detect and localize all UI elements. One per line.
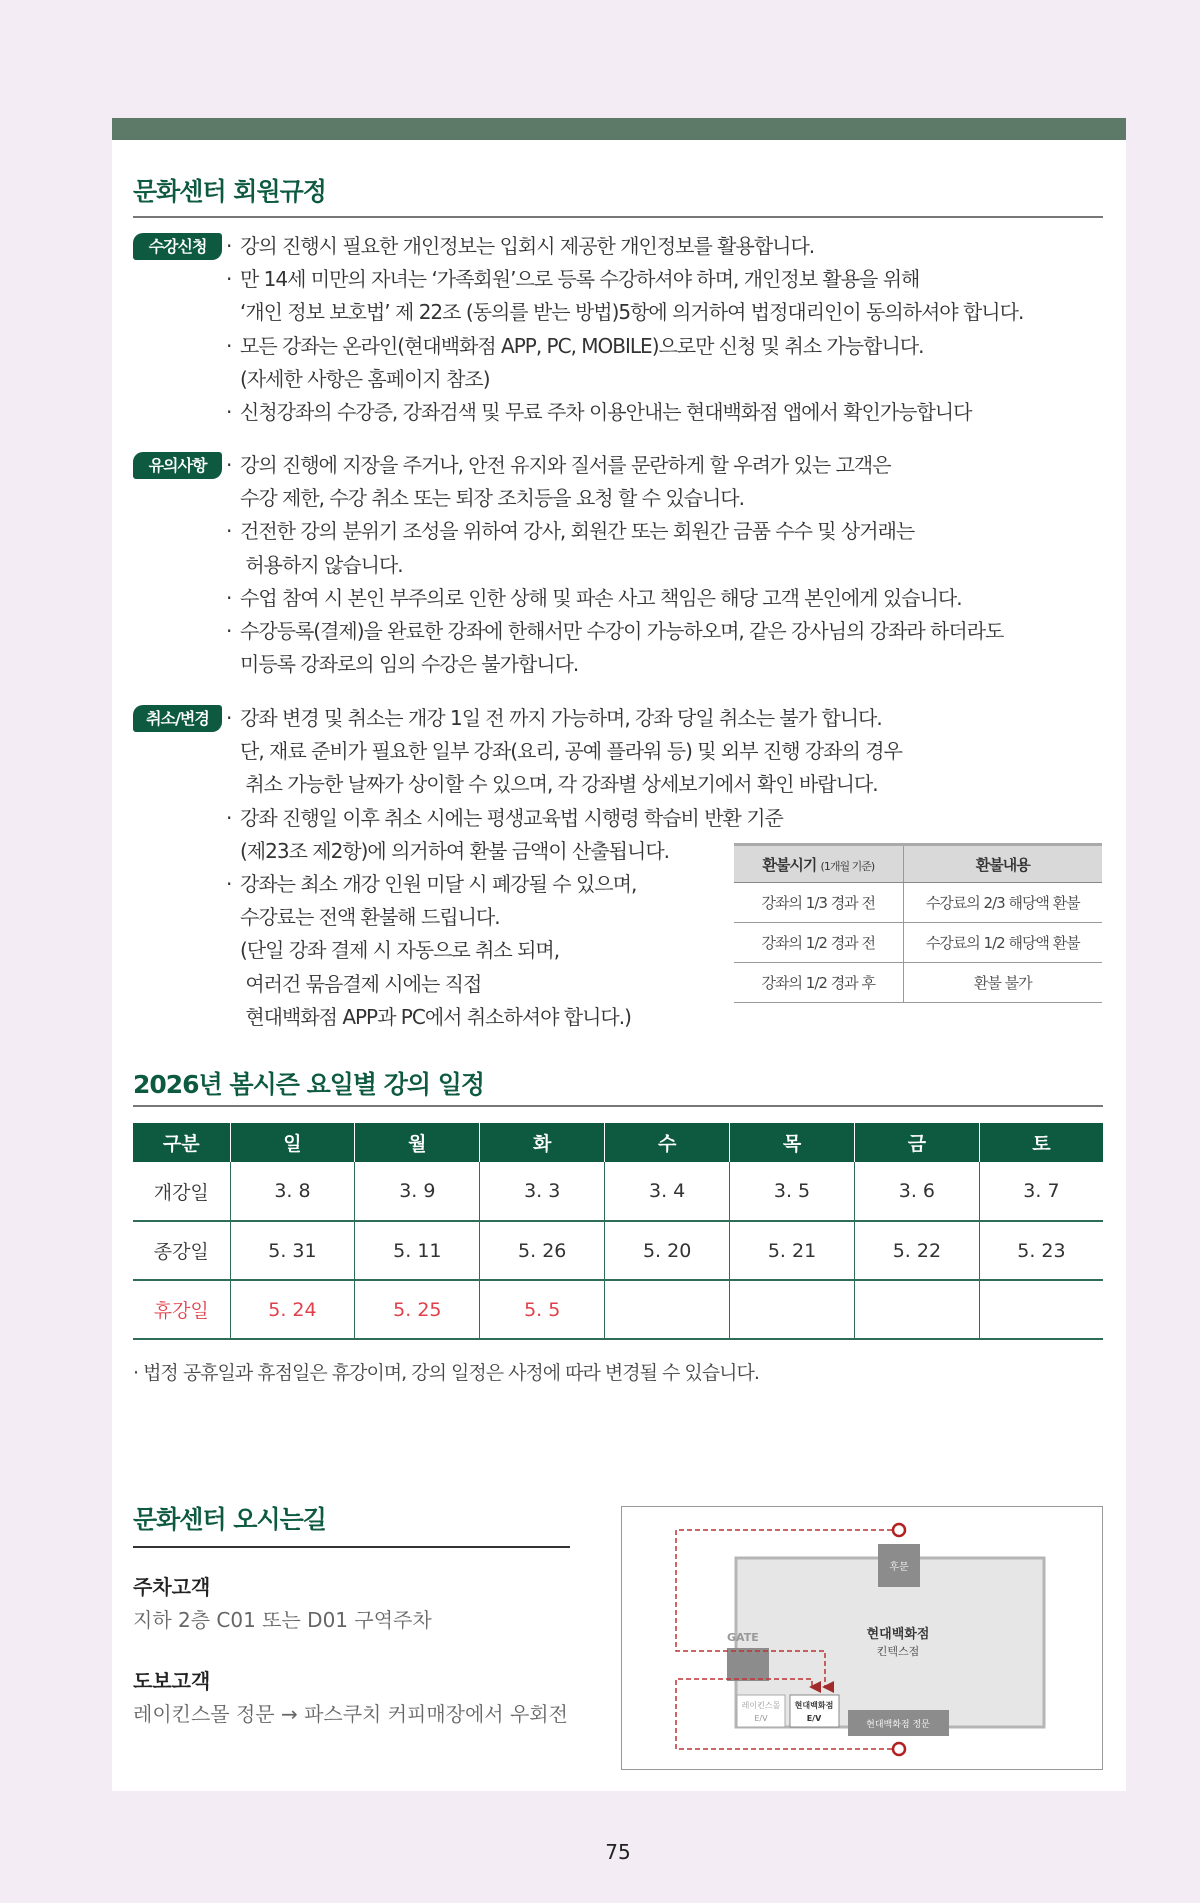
rule-line <box>226 702 1106 735</box>
rule-text: 강의 진행시 필요한 개인정보는 입회시 제공한 개인정보를 활용합니다. <box>240 234 815 258</box>
rule-section <box>226 449 1106 681</box>
rule-text: 여러건 묶음결제 시에는 직접 <box>240 971 482 996</box>
bullet: · <box>226 871 232 896</box>
table-row <box>734 883 1102 923</box>
schedule-cell: 3. 8 <box>230 1162 355 1221</box>
parking-text: 지하 2층 C01 또는 D01 구역주차 <box>133 1608 432 1632</box>
store-name: 현대백화점 <box>866 1627 930 1642</box>
rule-text: 신청강좌의 수강증, 강좌검색 및 무료 주차 이용안내는 현대백화점 앱에서 확인가능합니다 <box>240 399 972 424</box>
header-bar <box>112 118 1126 140</box>
schedule-cell: 5. 23 <box>979 1221 1103 1280</box>
table-row <box>133 1280 1103 1339</box>
rule-text: 수업 참여 시 본인 부주의로 인한 상해 및 파손 사고 책임은 해당 고객 본인에게 있습니다. <box>240 585 962 610</box>
rule-text: 수강 제한, 수강 취소 또는 퇴장 조치등을 요청 할 수 있습니다. <box>240 486 744 511</box>
schedule-note: · 법정 공휴일과 휴점일은 휴강이며, 강의 일정은 사정에 따라 변경될 수 있습니다. <box>133 1362 759 1384</box>
schedule-divider <box>133 1105 1103 1107</box>
rule-text: (단일 강좌 결제 시 자동으로 취소 되며, <box>240 938 560 963</box>
bullet: · <box>226 267 232 292</box>
rule-line <box>226 396 1106 429</box>
refund-cell: 강좌의 1/3 경과 전 <box>734 883 903 923</box>
bullet: · <box>226 618 232 643</box>
rule-text: 강좌는 최소 개강 인원 미달 시 폐강될 수 있으며, <box>240 871 637 896</box>
hd-ev-label-2: E/V <box>806 1714 822 1723</box>
hd-ev-label: 현대백화점 <box>794 1701 834 1710</box>
rules-title: 문화센터 회원규정 <box>133 177 326 206</box>
schedule-cell: 5. 26 <box>480 1221 605 1280</box>
rule-line <box>226 735 1106 768</box>
bullet: · <box>226 399 232 424</box>
bullet: · <box>226 519 232 544</box>
schedule-cell: 3. 7 <box>979 1162 1103 1221</box>
rule-line <box>226 582 1106 615</box>
schedule-cell: 5. 21 <box>730 1221 855 1280</box>
rule-line <box>226 296 1106 329</box>
schedule-cell: 3. 3 <box>480 1162 605 1221</box>
refund-cell: 수강료의 2/3 해당액 환불 <box>903 883 1102 923</box>
schedule-cell: 3. 9 <box>355 1162 480 1221</box>
schedule-header-cell: 목 <box>730 1123 855 1162</box>
rule-line <box>226 230 1106 263</box>
schedule-cell: 5. 25 <box>355 1280 480 1339</box>
rule-text: 수강등록(결제)을 완료한 강좌에 한해서만 수강이 가능하오며, 같은 강사님의 강좌라 하더라도 <box>240 618 1004 643</box>
gate-box <box>727 1648 769 1681</box>
rule-text: 건전한 강의 분위기 조성을 위하여 강사, 회원간 또는 회원간 금품 수수 및 상거래는 <box>240 519 915 544</box>
schedule-cell: 3. 6 <box>854 1162 979 1221</box>
location-map <box>621 1506 1103 1770</box>
rule-text: 만 14세 미만의 자녀는 ‘가족회원’으로 등록 수강하셔야 하며, 개인정보 활용을 위해 <box>240 267 920 292</box>
refund-cell: 강좌의 1/2 경과 전 <box>734 923 903 963</box>
rule-text: 강좌 변경 및 취소는 개강 1일 전 까지 가능하며, 강좌 당일 취소는 불가 합니다. <box>240 706 882 730</box>
rule-section <box>226 230 1106 429</box>
rule-line <box>226 768 1106 801</box>
bullet: · <box>226 453 232 477</box>
rule-line <box>226 363 1106 396</box>
rule-text: ‘개인 정보 보호법’ 제 22조 (동의를 받는 방법)5항에 의거하여 법정대리인이 동의하셔야 합니다. <box>240 300 1024 325</box>
main-gate-label: 현대백화점 정문 <box>866 1720 930 1730</box>
section-badge: 취소/변경 <box>133 705 222 732</box>
refund-table <box>734 843 1102 1003</box>
gate-label: GATE <box>727 1631 759 1644</box>
schedule-cell: 개강일 <box>133 1162 230 1221</box>
schedule-cell: 5. 22 <box>854 1221 979 1280</box>
table-row <box>734 963 1102 1003</box>
bullet: · <box>226 805 232 830</box>
refund-cell: 강좌의 1/2 경과 후 <box>734 963 903 1003</box>
refund-header-content: 환불내용 <box>903 845 1102 883</box>
schedule-header-cell: 일 <box>230 1123 355 1162</box>
rule-line <box>226 1001 1106 1034</box>
schedule-cell: 3. 5 <box>730 1162 855 1221</box>
schedule-cell: 종강일 <box>133 1221 230 1280</box>
directions-title: 문화센터 오시는길 <box>133 1505 326 1534</box>
bullet: · <box>226 585 232 610</box>
schedule-cell: 5. 20 <box>605 1221 730 1280</box>
refund-cell: 수강료의 1/2 해당액 환불 <box>903 923 1102 963</box>
rule-line <box>226 648 1106 681</box>
rule-text: 수강료는 전액 환불해 드립니다. <box>240 905 500 930</box>
start-marker-front <box>893 1743 905 1755</box>
rule-text: 단, 재료 준비가 필요한 일부 강좌(요리, 공예 플라워 등) 및 외부 진행 강좌의 경우 <box>240 739 902 764</box>
rule-line <box>226 482 1106 515</box>
section-badge: 유의사항 <box>133 452 222 479</box>
rule-text: 강좌 진행일 이후 취소 시에는 평생교육법 시행령 학습비 반환 기준 <box>240 805 783 830</box>
mall-ev-label-2: E/V <box>754 1714 768 1723</box>
rule-text: 모든 강좌는 온라인(현대백화점 APP, PC, MOBILE)으로만 신청 및 취소 가능합니다. <box>240 333 924 358</box>
rule-line <box>226 263 1106 296</box>
rule-text: 미등록 강좌로의 임의 수강은 불가합니다. <box>240 652 579 677</box>
walk-label: 도보고객 <box>133 1669 211 1693</box>
rule-text: 취소 가능한 날짜가 상이할 수 있으며, 각 강좌별 상세보기에서 확인 바랍니다. <box>240 772 878 797</box>
schedule-header-cell: 월 <box>355 1123 480 1162</box>
rule-line <box>226 549 1106 582</box>
rule-text: (자세한 사항은 홈페이지 참조) <box>240 366 490 391</box>
rule-text: (제23조 제2항)에 의거하여 환불 금액이 산출됩니다. <box>240 838 670 863</box>
schedule-cell: 5. 24 <box>230 1280 355 1339</box>
schedule-header-cell: 화 <box>480 1123 605 1162</box>
schedule-cell: 5. 11 <box>355 1221 480 1280</box>
schedule-cell <box>854 1280 979 1339</box>
schedule-cell <box>979 1280 1103 1339</box>
refund-cell: 환불 불가 <box>903 963 1102 1003</box>
rule-line <box>226 615 1106 648</box>
rules-divider <box>133 216 1103 218</box>
rule-line <box>226 449 1106 482</box>
schedule-header-cell: 금 <box>854 1123 979 1162</box>
store-branch: 킨텍스점 <box>876 1645 920 1658</box>
bullet: · <box>226 333 232 358</box>
schedule-table <box>133 1123 1103 1340</box>
bullet: · <box>226 234 232 258</box>
schedule-cell <box>730 1280 855 1339</box>
refund-header-period: 환불시기 (1개월 기준) <box>734 845 903 883</box>
schedule-cell: 5. 5 <box>480 1280 605 1339</box>
rule-text: 현대백화점 APP과 PC에서 취소하셔야 합니다.) <box>240 1004 631 1029</box>
parking-label: 주차고객 <box>133 1575 211 1599</box>
bullet: · <box>226 706 232 730</box>
walk-text: 레이킨스몰 정문 → 파스쿠치 커피매장에서 우회전 <box>133 1702 568 1726</box>
schedule-cell <box>605 1280 730 1339</box>
schedule-cell: 휴강일 <box>133 1280 230 1339</box>
table-row <box>133 1162 1103 1221</box>
table-row <box>734 923 1102 963</box>
rule-line <box>226 330 1106 363</box>
schedule-cell: 3. 4 <box>605 1162 730 1221</box>
schedule-cell: 5. 31 <box>230 1221 355 1280</box>
rule-text: 허용하지 않습니다. <box>240 552 403 577</box>
rear-gate-label: 후문 <box>889 1562 909 1573</box>
section-badge: 수강신청 <box>133 233 222 260</box>
mall-ev-label: 레이킨스몰 <box>741 1701 781 1710</box>
start-marker-rear <box>893 1524 905 1536</box>
page-number: 75 <box>605 1840 631 1864</box>
rule-text: 강의 진행에 지장을 주거나, 안전 유지와 질서를 문란하게 할 우려가 있는 고객은 <box>240 453 891 477</box>
rule-line <box>226 802 1106 835</box>
schedule-header-row <box>133 1123 1103 1162</box>
rule-line <box>226 515 1106 548</box>
schedule-header-cell: 구분 <box>133 1123 230 1162</box>
schedule-title: 2026년 봄시즌 요일별 강의 일정 <box>133 1070 485 1099</box>
table-row <box>133 1221 1103 1280</box>
directions-divider <box>133 1546 570 1548</box>
schedule-header-cell: 수 <box>605 1123 730 1162</box>
schedule-header-cell: 토 <box>979 1123 1103 1162</box>
